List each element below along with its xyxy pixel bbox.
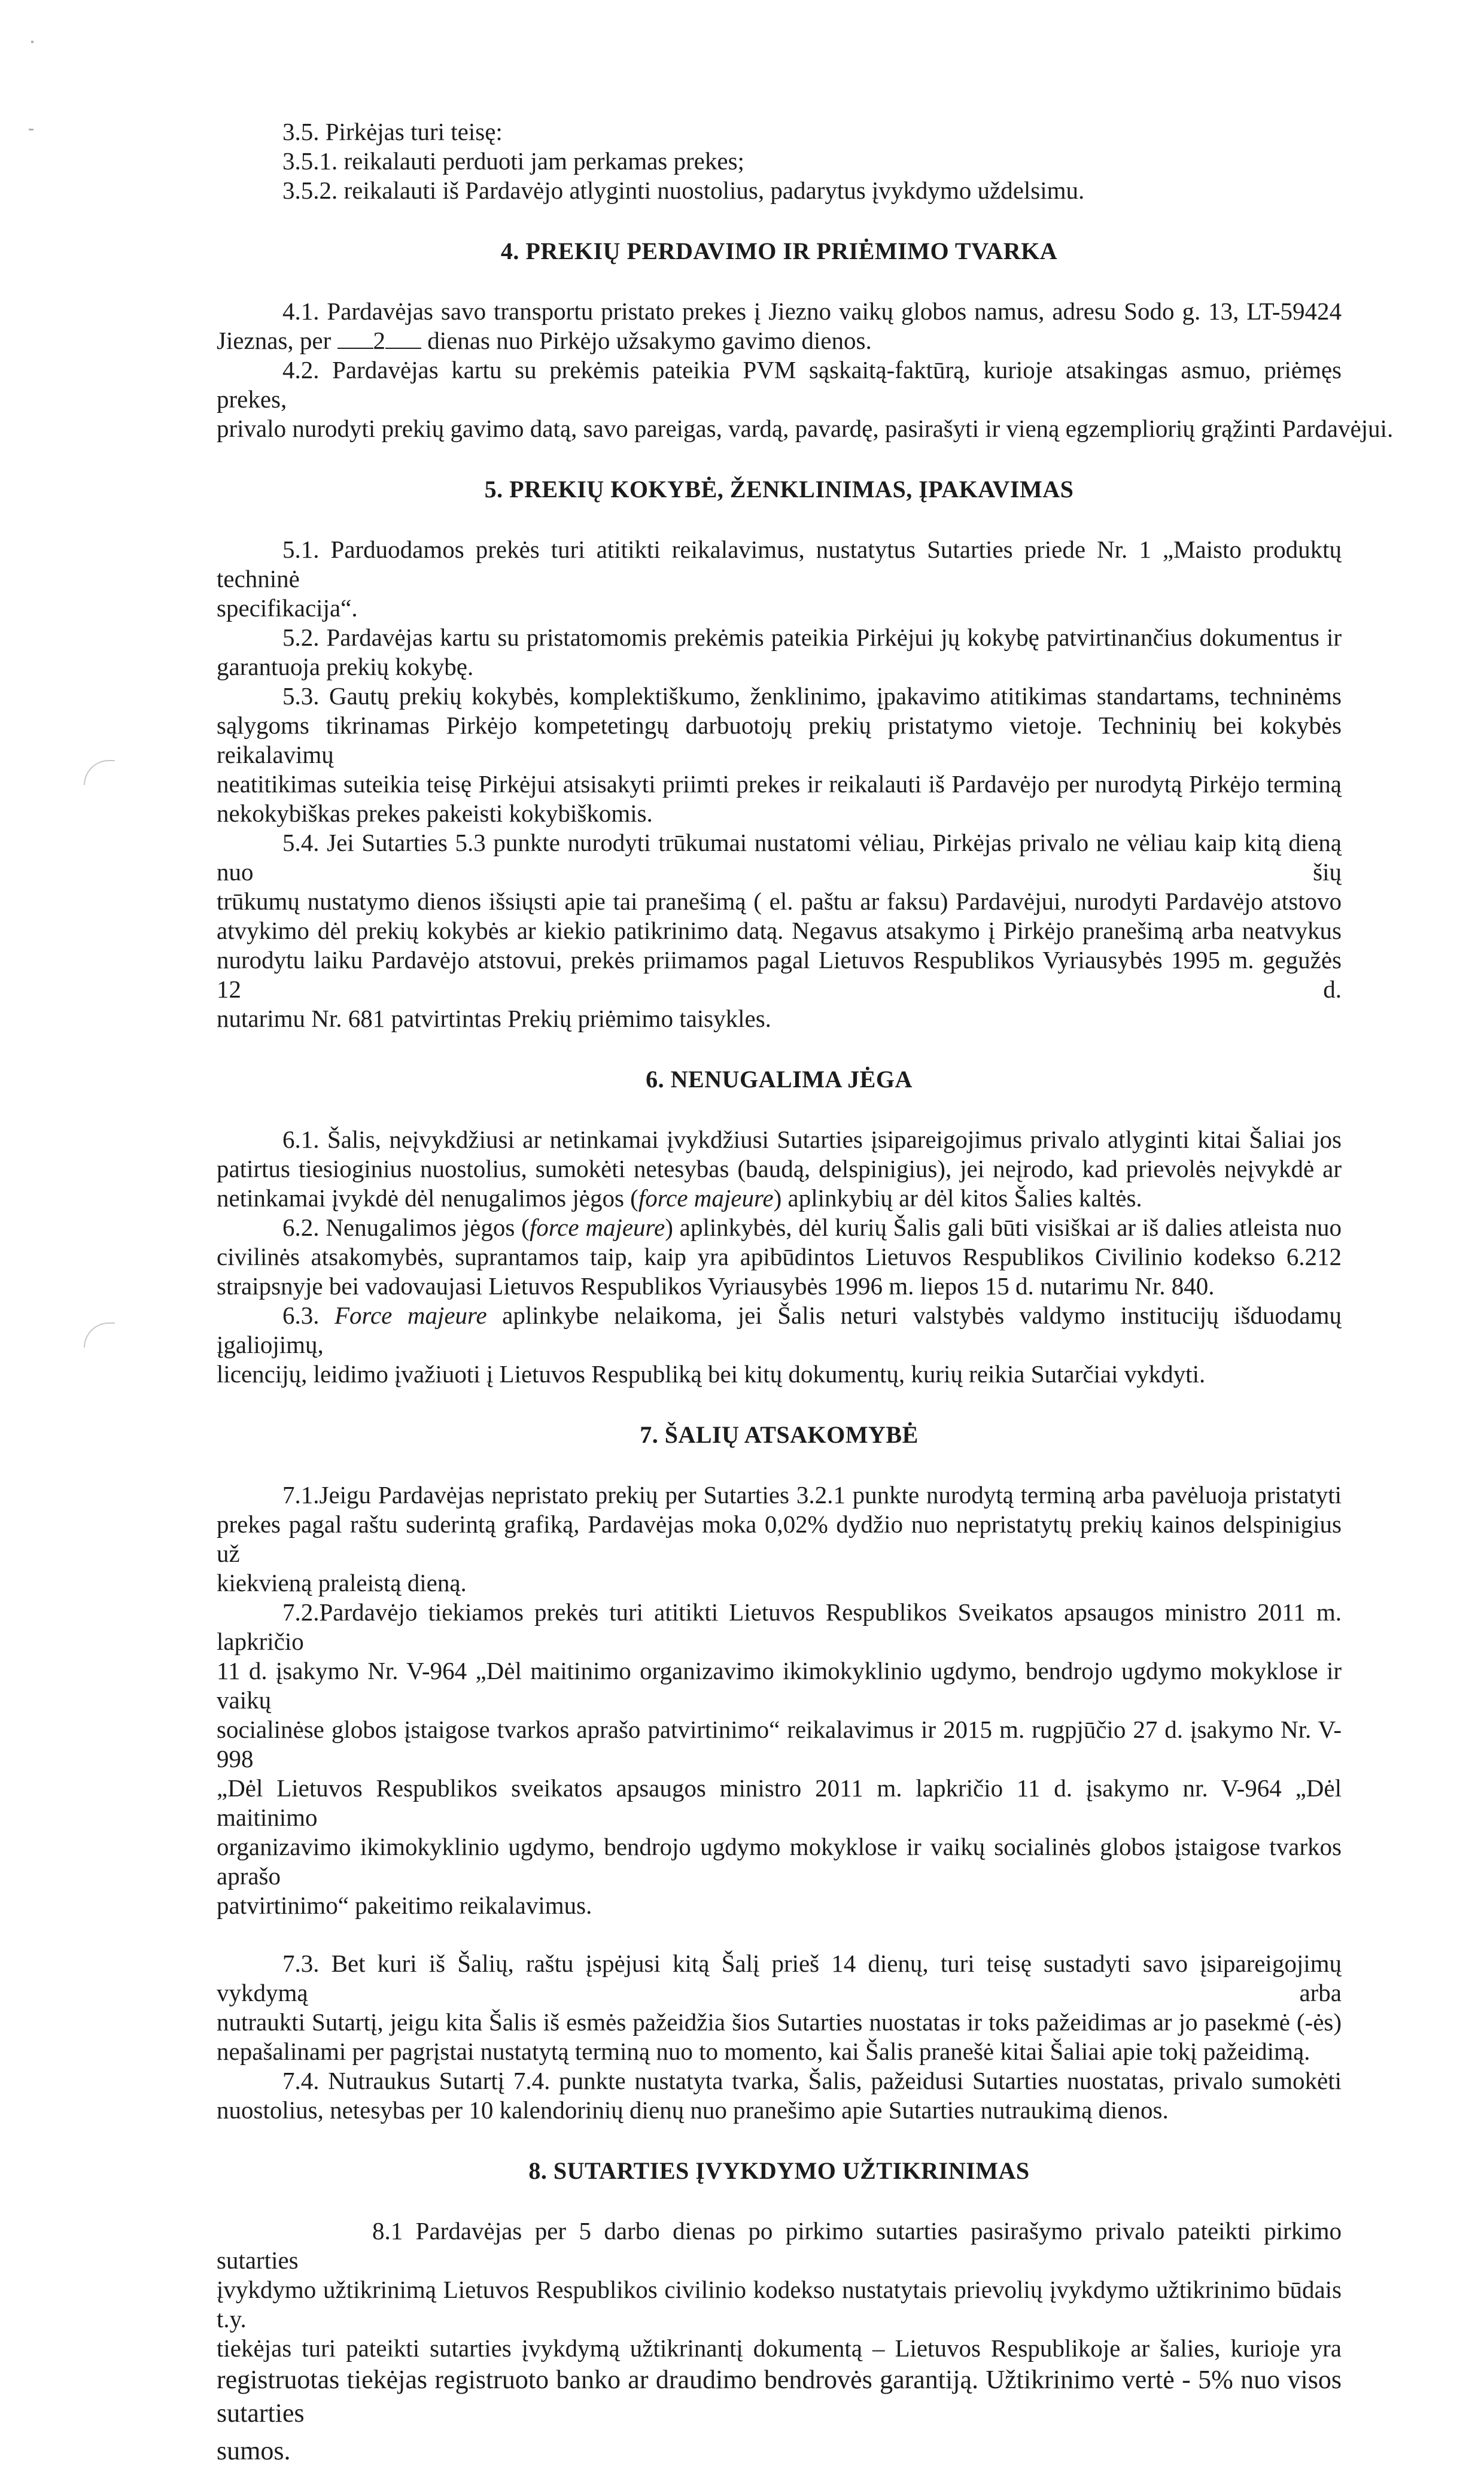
clause-6-2-line-3: straipsnyje bei vadovaujasi Lietuvos Respublikos Vyriausybės 1996 m. liepos 15 d. nutarimu Nr. 840. bbox=[217, 1272, 1215, 1300]
clause-7-2-line-1: 7.2.Pardavėjo tiekiamos prekės turi atitikti Lietuvos Respublikos Sveikatos apsaugos ministro 2011 m. lapkričio bbox=[217, 1598, 1342, 1655]
clause-7-1-line-1: 7.1.Jeigu Pardavėjas nepristato prekių per Sutarties 3.2.1 punkte nurodytą terminą arba pavėluoja pristatyti bbox=[282, 1481, 1342, 1509]
clause-text: aplinkybe nelaikoma, jei Šalis neturi valstybės valdymo institucijų išduodamų įgaliojimų, bbox=[217, 1302, 1342, 1358]
clause-7-3-line-3: nepašalinami per pagrįstai nustatytą terminą nuo to momento, kai Šalis pranešė kitai Šaliai apie tokį pažeidimą. bbox=[217, 2038, 1310, 2065]
clause-5-3-line-2: sąlygoms tikrinamas Pirkėjo kompetetingų darbuotojų prekių pristatymo vietoje. Techninių bei kokybės reikalavimų bbox=[217, 712, 1342, 768]
section-6 bbox=[217, 1125, 1342, 1389]
clause-3-5: 3.5. Pirkėjas turi teisę: bbox=[282, 118, 503, 145]
clause-7-2-line-6: patvirtinimo“ pakeitimo reikalavimus. bbox=[217, 1892, 592, 1919]
spacer bbox=[217, 1920, 1342, 1949]
clause-6-1-line-1: 6.1. Šalis, neįvykdžiusi ar netinkamai įvykdžiusi Sutarties įsipareigojimus privalo atlyginti kitai Šaliai jos bbox=[282, 1126, 1342, 1153]
clause-4-1-line-1: 4.1. Pardavėjas savo transportu pristato prekes į Jiezno vaikų globos namus, adresu Sodo g. 13, LT-59424 bbox=[282, 297, 1342, 325]
latin-term: force majeure bbox=[529, 1214, 665, 1241]
clause-8-1-line-4: registruotas tiekėjas registruoto banko ar draudimo bendrovės garantiją. Užtikrinimo vertė - 5% nuo visos sutarties bbox=[217, 2365, 1342, 2428]
clause-6-1-line-3 bbox=[217, 1184, 1342, 1213]
blank-underline bbox=[385, 326, 421, 349]
clause-5-4-line-4: nurodytu laiku Pardavėjo atstovui, prekės priimamos pagal Lietuvos Respublikos Vyriausybės 1995 m. gegužės 12 d. bbox=[217, 946, 1342, 1003]
clause-8-1-line-2: įvykdymo užtikrinimą Lietuvos Respublikos civilinio kodekso nustatytais prievolių įvykdymo užtikrinimo būdais t.y. bbox=[217, 2276, 1342, 2333]
clause-4-1-line-2 bbox=[217, 326, 1342, 355]
clause-text: 6.2. Nenugalimos jėgos ( bbox=[282, 1214, 530, 1241]
clause-5-2-line-2: garantuoja prekių kokybę. bbox=[217, 653, 474, 680]
clause-7-2-line-2: 11 d. įsakymo Nr. V-964 „Dėl maitinimo organizavimo ikimokyklinio ugdymo, bendrojo ugdymo mokyklose ir vaikų bbox=[217, 1657, 1342, 1714]
section-7 bbox=[217, 1480, 1342, 2125]
section-4 bbox=[217, 297, 1394, 443]
clause-6-2-line-2: civilinės atsakomybės, suprantamos taip, kaip yra apibūdintos Lietuvos Respublikos Civilinio kodekso 6.212 bbox=[217, 1243, 1342, 1270]
clause-8-1-line-5: sumos. bbox=[217, 2436, 291, 2465]
clause-6-1-line-2: patirtus tiesioginius nuostolius, sumokėti netesybas (baudą, delspinigius), jei neįrodo, kad prievolės neįvykdė ar bbox=[217, 1155, 1342, 1182]
clause-3-5-2: 3.5.2. reikalauti iš Pardavėjo atlyginti nuostolius, padarytus įvykdymo uždelsimu. bbox=[282, 177, 1085, 204]
clause-6-2-line-1 bbox=[217, 1213, 1342, 1242]
clause-5-1-line-2: specifikacija“. bbox=[217, 594, 358, 622]
clause-7-2-line-5: organizavimo ikimokyklinio ugdymo, bendrojo ugdymo mokyklose ir vaikų socialinės globos įstaigose tvarkos aprašo bbox=[217, 1833, 1342, 1890]
clause-7-2-line-4: „Dėl Lietuvos Respublikos sveikatos apsaugos ministro 2011 m. lapkričio 11 d. įsakymo nr. V-964 „Dėl maitinimo bbox=[217, 1774, 1342, 1831]
section-7-title: 7. ŠALIŲ ATSAKOMYBĖ bbox=[640, 1421, 919, 1448]
clause-4-2-line-1: 4.2. Pardavėjas kartu su prekėmis pateikia PVM sąskaitą-faktūrą, kurioje atsakingas asmuo, priėmęs prekes, bbox=[217, 356, 1342, 413]
clause-5-3-line-4: nekokybiškas prekes pakeisti kokybiškomis. bbox=[217, 799, 653, 827]
document-body bbox=[217, 117, 1394, 2472]
section-3-rights bbox=[217, 117, 1342, 205]
clause-5-3-line-3: neatitikimas suteikia teisę Pirkėjui atsisakyti priimti prekes ir reikalauti iš Pardavėjo per nurodytą Pirkėjo terminą bbox=[217, 770, 1342, 798]
clause-8-1-line-3: tiekėjas turi pateikti sutarties įvykdymą užtikrinantį dokumentą – Lietuvos Respublikoje ar šalies, kurioje yra bbox=[217, 2334, 1342, 2362]
latin-term: force majeure bbox=[638, 1184, 774, 1212]
section-8 bbox=[217, 2216, 1342, 2472]
clause-5-1-line-1: 5.1. Parduodamos prekės turi atitikti reikalavimus, nustatytus Sutarties priede Nr. 1 „Maisto produktų techninė bbox=[217, 536, 1342, 592]
clause-5-4-line-3: atvykimo dėl prekių kokybės ar kiekio patikrinimo datą. Negavus atsakymo į Pirkėjo pranešimą arba neatvykus bbox=[217, 917, 1342, 944]
section-8-title: 8. SUTARTIES ĮVYKDYMO UŽTIKRINIMAS bbox=[528, 2157, 1030, 2184]
clause-5-3-line-1: 5.3. Gautų prekių kokybės, komplektiškumo, ženklinimo, įpakavimo atitikimas standartams, techninėms bbox=[282, 682, 1342, 710]
latin-term: Force majeure bbox=[334, 1302, 487, 1329]
clause-5-2-line-1: 5.2. Pardavėjas kartu su pristatomomis prekėmis pateikia Pirkėjui jų kokybę patvirtinančius dokumentus ir bbox=[282, 624, 1342, 651]
hole-punch-mark bbox=[84, 1322, 115, 1348]
clause-6-3-line-2: licencijų, leidimo įvažiuoti į Lietuvos Respubliką bei kitų dokumentų, kurių reikia Sutarčiai vykdyti. bbox=[217, 1360, 1206, 1388]
delivery-days-value: 2 bbox=[373, 327, 385, 354]
section-4-title: 4. PREKIŲ PERDAVIMO IR PRIĖMIMO TVARKA bbox=[500, 238, 1058, 264]
clause-6-3-line-1 bbox=[217, 1301, 1342, 1360]
hole-punch-mark bbox=[84, 760, 115, 785]
scan-speck bbox=[31, 41, 34, 43]
clause-4-1-text: Jieznas, per bbox=[217, 327, 337, 354]
clause-text: ) aplinkybių ar dėl kitos Šalies kaltės. bbox=[773, 1184, 1142, 1212]
clause-3-5-1: 3.5.1. reikalauti perduoti jam perkamas prekes; bbox=[282, 147, 744, 175]
clause-7-4-line-1: 7.4. Nutraukus Sutartį 7.4. punkte nustatyta tvarka, Šalis, pažeidusi Sutarties nuostatas, privalo sumokėti bbox=[282, 2067, 1342, 2094]
clause-5-4-line-5: nutarimu Nr. 681 patvirtintas Prekių priėmimo taisykles. bbox=[217, 1005, 771, 1032]
section-6-title: 6. NENUGALIMA JĖGA bbox=[646, 1066, 913, 1093]
section-5 bbox=[217, 535, 1342, 1033]
section-5-title: 5. PREKIŲ KOKYBĖ, ŽENKLINIMAS, ĮPAKAVIMAS bbox=[484, 476, 1074, 503]
clause-5-4-line-2: trūkumų nustatymo dienos išsiųsti apie tai pranešimą ( el. paštu ar faksu) Pardavėjui, nurodyti Pardavėjo atstovo bbox=[217, 887, 1342, 915]
scan-speck bbox=[29, 129, 34, 130]
clause-7-3-line-2: nutraukti Sutartį, jeigu kita Šalis iš esmės pažeidžia šios Sutarties nuostatas ir toks pažeidimas ar jo pasekmė (-ės) bbox=[217, 2008, 1342, 2036]
clause-text: ) aplinkybės, dėl kurių Šalis gali būti visiškai ar iš dalies atleista nuo bbox=[665, 1214, 1342, 1241]
clause-4-1-text: dienas nuo Pirkėjo užsakymo gavimo dienos. bbox=[421, 327, 872, 354]
clause-8-1-line-1: 8.1 Pardavėjas per 5 darbo dienas po pirkimo sutarties pasirašymo privalo pateikti pirkimo sutarties bbox=[217, 2217, 1342, 2274]
blank-underline bbox=[337, 326, 373, 349]
clause-text: 6.3. bbox=[282, 1302, 334, 1329]
clause-7-3-line-1: 7.3. Bet kuri iš Šalių, raštu įspėjusi kitą Šalį prieš 14 dienų, turi teisę sustadyti savo įsipareigojimų vykdymą arba bbox=[217, 1950, 1342, 2006]
clause-7-2-line-3: socialinėse globos įstaigose tvarkos aprašo patvirtinimo“ reikalavimus ir 2015 m. rugpjūčio 27 d. įsakymo Nr. V-998 bbox=[217, 1716, 1342, 1772]
clause-7-1-line-2: prekes pagal raštu suderintą grafiką, Pardavėjas moka 0,02% dydžio nuo nepristatytų prekių kainos delspinigius už bbox=[217, 1510, 1342, 1567]
clause-7-1-line-3: kiekvieną praleistą dieną. bbox=[217, 1569, 467, 1597]
clause-7-4-line-2: nuostolius, netesybas per 10 kalendorinių dienų nuo pranešimo apie Sutarties nutraukimą dienos. bbox=[217, 2096, 1169, 2124]
clause-4-2-line-2: privalo nurodyti prekių gavimo datą, savo pareigas, vardą, pavardę, pasirašyti ir vieną egzempliorių grąžinti Pardavėjui. bbox=[217, 415, 1394, 442]
clause-5-4-line-1: 5.4. Jei Sutarties 5.3 punkte nurodyti trūkumai nustatomi vėliau, Pirkėjas privalo ne vėliau kaip kitą dieną nuo šių bbox=[217, 829, 1342, 886]
clause-text: netinkamai įvykdė dėl nenugalimos jėgos ( bbox=[217, 1184, 638, 1212]
